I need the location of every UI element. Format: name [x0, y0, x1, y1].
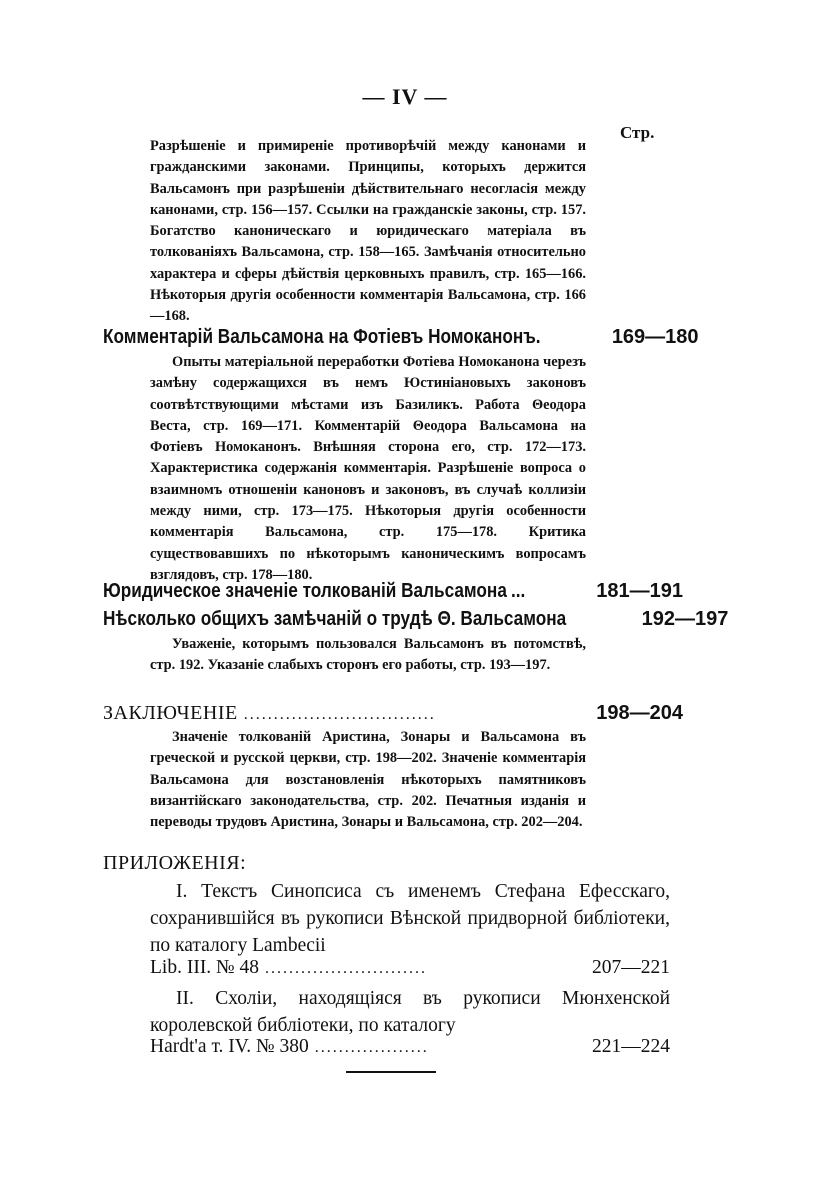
page-number: — IV — — [362, 84, 448, 109]
appendix-pages: 207—221 — [592, 957, 670, 978]
appendix-reference: Hardt'a т. IV. № 380 — [150, 1036, 309, 1057]
page-column-heading: Стр. — [620, 123, 655, 142]
toc-entry — [103, 702, 683, 725]
appendix-item-last-line — [150, 1036, 670, 1058]
entry-description: Разрѣшеніе и примиреніе противорѣчій между канонами и гражданскими законами. Принципы, которыхъ держится Вальсамонъ при разрѣшеніи дѣйствительнаго несогласія между канонами, стр. 156—157. Ссылки на гражданскіе законы, стр. 157. Богатство каноническаго и юридическаго матеріала въ толкованіяхъ Вальсамона, стр. 158—165. Замѣчанія относительно характера и сферы дѣйствія церковныхъ правилъ, стр. 165—166. Нѣкоторыя другія особенности комментарія Вальсамона, стр. 166—168. — [150, 138, 586, 325]
appendix-item — [150, 878, 670, 959]
appendix-dots: ................... — [314, 1039, 429, 1056]
appendix-item-last-line — [150, 957, 670, 979]
entry-dots: ................................ — [243, 706, 436, 723]
toc-entry — [103, 608, 729, 631]
entry-title: Комментарій Вальсамона на Фотіевъ Номоканонъ. — [103, 326, 541, 348]
entry-pages: 198—204 — [596, 702, 683, 724]
appendix-pages: 221—224 — [592, 1036, 670, 1057]
entry-pages: 169—180 — [611, 326, 699, 348]
entry-pages: 192—197 — [641, 608, 729, 630]
entry-description: Уваженіе, которымъ пользовался Вальсамонъ въ потомствѣ, стр. 192. Указаніе слабыхъ сторонъ его работы, стр. 193—197. — [150, 636, 586, 674]
entry-description: Значеніе толкованій Аристина, Зонары и Вальсамона въ греческой и русской церкви, стр. 198—202. Значеніе комментарія Вальсамона для возстановленія нѣкоторыхъ памятниковъ византійскаго законодательства, стр. 202. Печатныя изданія и переводы трудовъ Аристина, Зонары и Вальсамона, стр. 202—204. — [150, 729, 586, 831]
appendix-text: II. Схоліи, находящіяся въ рукописи Мюнхенской королевской библіотеки, по каталогу — [150, 988, 670, 1036]
appendix-text: I. Текстъ Синопсиса съ именемъ Стефана Ефесскаго, сохранившійся въ рукописи Вѣнской придворной библіотеки, по каталогу Lambecii — [150, 881, 670, 956]
entry-pages: 181—191 — [596, 580, 683, 602]
appendix-reference: Lib. III. № 48 — [150, 957, 260, 978]
appendix-dots: ........................... — [265, 960, 428, 977]
entry-title: ЗАКЛЮЧЕНІЕ — [103, 702, 238, 724]
toc-entry — [103, 580, 683, 603]
entry-title: Нѣсколько общихъ замѣчаній о трудѣ Θ. Вальсамона — [103, 608, 567, 630]
entry-description: Опыты матеріальной переработки Фотіева Номоканона черезъ замѣну содержащихся въ немъ Юстиніановыхъ законовъ соотвѣтствующими мѣстами изъ Базиликъ. Работа Θеодора Веста, стр. 169—171. Комментарій Θеодора Вальсамона на Фотіевъ Номоканонъ. Внѣшняя сторона его, стр. 172—173. Характеристика содержанія комментарія. Разрѣшеніе вопроса о взаимномъ отношеніи каноновъ и законовъ, въ случаѣ коллизіи между ними, стр. 173—175. Нѣкоторыя другія особенности комментарія Вальсамона, стр. 175—178. Критика существовавшихъ по нѣкоторымъ каноническимъ вопросамъ взглядовъ, стр. 178—180. — [150, 354, 586, 583]
appendix-item — [150, 985, 670, 1039]
entry-dots: ... — [510, 580, 525, 602]
toc-entry — [103, 326, 699, 349]
closing-rule — [346, 1071, 436, 1073]
appendices-heading: ПРИЛОЖЕНІЯ: — [103, 852, 247, 874]
entry-title: Юридическое значеніе толкованій Вальсамона — [103, 580, 507, 602]
